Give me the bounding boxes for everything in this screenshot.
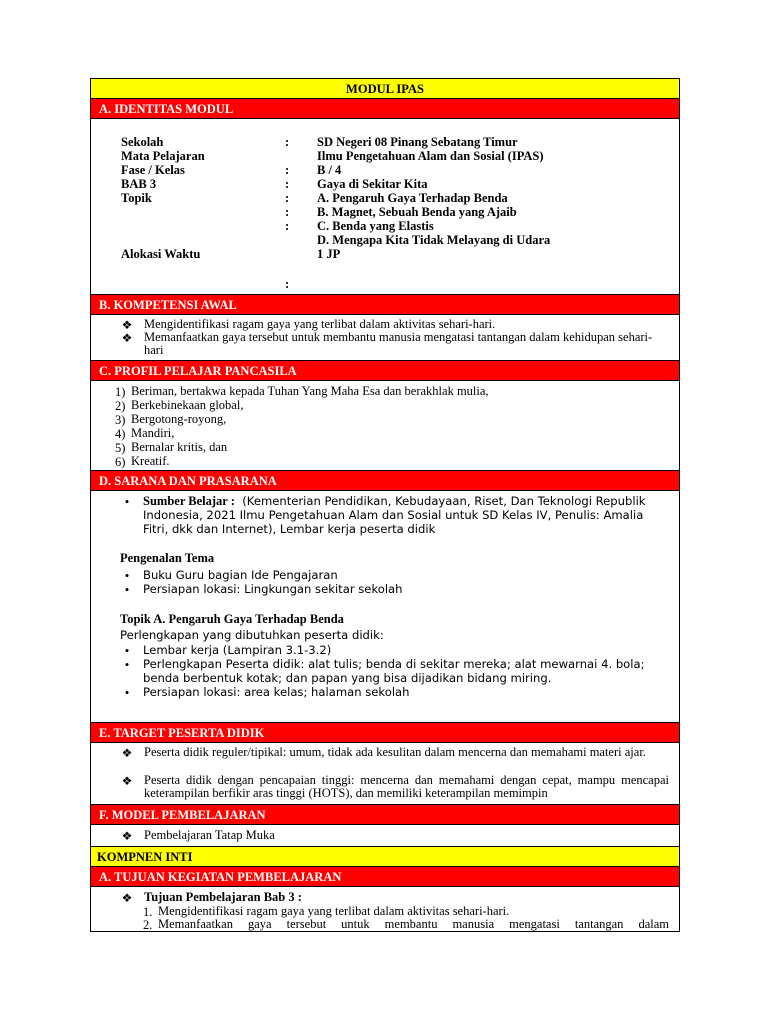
topik-title: Topik A. Pengaruh Gaya Terhadap Benda <box>120 612 344 626</box>
list-number: 5) <box>115 441 126 455</box>
identity-value: Ilmu Pengetahuan Alam dan Sosial (IPAS) <box>317 149 544 163</box>
profil-item: Kreatif. <box>131 454 170 468</box>
topik-intro: Perlengkapan yang dibutuhkan peserta didik: <box>120 628 384 642</box>
identity-value: D. Mengapa Kita Tidak Melayang di Udara <box>317 233 551 247</box>
section-c-header: C. PROFIL PELAJAR PANCASILA <box>91 361 679 381</box>
bullet-icon: • <box>124 643 130 658</box>
model-body <box>91 825 679 847</box>
list-number: 1. <box>143 905 153 919</box>
identity-key <box>121 261 285 277</box>
identity-row <box>121 163 550 177</box>
bullet-icon: • <box>124 568 130 583</box>
diamond-bullet-icon: ❖ <box>121 774 133 788</box>
bullet-icon: • <box>124 494 130 509</box>
model-item: Pembelajaran Tatap Muka <box>144 828 275 842</box>
diamond-bullet-icon: ❖ <box>121 331 133 345</box>
identity-key <box>121 219 285 233</box>
identity-key: Mata Pelajaran <box>121 149 205 163</box>
list-number: 6) <box>115 455 126 469</box>
diamond-bullet-icon: ❖ <box>121 746 133 760</box>
section-a-header: A. IDENTITAS MODUL <box>91 99 679 119</box>
identity-value: Gaya di Sekitar Kita <box>317 177 428 191</box>
identity-colon <box>285 261 317 277</box>
tujuan-item: Memanfaatkan gaya tersebut untuk membantu manusia mengatasi tantangan dalam <box>158 917 669 931</box>
identity-key: Fase / Kelas <box>121 163 185 177</box>
list-number: 3) <box>115 413 126 427</box>
identity-row <box>121 149 550 163</box>
identity-colon <box>285 233 317 247</box>
identity-value: SD Negeri 08 Pinang Sebatang Timur <box>317 135 518 149</box>
tema-title: Pengenalan Tema <box>120 551 215 565</box>
bullet-icon: • <box>124 685 130 700</box>
profil-item: Bernalar kritis, dan <box>131 440 228 454</box>
identity-value: B. Magnet, Sebuah Benda yang Ajaib <box>317 205 517 219</box>
identity-colon: : <box>285 205 290 219</box>
identity-key <box>121 205 285 219</box>
identity-value: B / 4 <box>317 163 342 177</box>
kompetensi-item: Mengidentifikasi ragam gaya yang terlibat dalam aktivitas sehari-hari. <box>144 317 496 331</box>
target-item: Peserta didik reguler/tipikal: umum, tidak ada kesulitan dalam mencerna dan memahami materi ajar. <box>144 745 646 759</box>
identity-row <box>121 277 550 291</box>
identity-row <box>121 177 550 191</box>
identity-table <box>121 135 550 291</box>
section-f-header: F. MODEL PEMBELAJARAN <box>91 805 679 825</box>
identity-row <box>121 205 550 219</box>
identity-key <box>121 233 285 247</box>
tema-item: Buku Guru bagian Ide Pengajaran <box>143 568 338 582</box>
topik-item: Lembar kerja (Lampiran 3.1-3.2) <box>143 643 332 657</box>
identity-colon: : <box>285 177 290 191</box>
identity-row <box>121 247 550 261</box>
identity-row <box>121 233 550 247</box>
profil-item: Berkebinekaan global, <box>131 398 244 412</box>
identity-value: A. Pengaruh Gaya Terhadap Benda <box>317 191 508 205</box>
komponen-inti-header: KOMPNEN INTI <box>91 847 679 867</box>
list-number: 2) <box>115 399 126 413</box>
section-d-header: D. SARANA DAN PRASARANA <box>91 471 679 491</box>
identity-key: BAB 3 <box>121 177 157 191</box>
tujuan-header: A. TUJUAN KEGIATAN PEMBELAJARAN <box>91 867 679 887</box>
target-item: Peserta didik dengan pencapaian tinggi: mencerna dan memahami dengan cepat, mampu mencapai keterampilan berfikir aras tinggi (HOTS), dan memiliki keterampilan memimpin <box>144 773 669 800</box>
diamond-bullet-icon: ❖ <box>121 318 133 332</box>
identity-key: Alokasi Waktu <box>121 247 201 261</box>
sumber-text: (Kementerian Pendidikan, Kebudayaan, Riset, Dan Teknologi Republik Indonesia, 2021 Ilmu Pengetahuan Alam dan Sosial untuk SD Kelas IV, Penulis: Amalia Fitri, dkk dan Internet), Lembar kerja peserta didik <box>143 494 646 536</box>
kompetensi-body <box>91 315 679 361</box>
list-number: 4) <box>115 427 126 441</box>
target-body <box>91 743 679 805</box>
profil-item: Beriman, bertakwa kepada Tuhan Yang Maha Esa dan berakhlak mulia, <box>131 384 489 398</box>
module-document <box>90 78 680 932</box>
identity-colon: : <box>285 135 290 149</box>
tujuan-title: Tujuan Pembelajaran Bab 3 : <box>144 890 302 904</box>
diamond-bullet-icon: ❖ <box>121 829 133 843</box>
sarana-body <box>91 491 679 723</box>
identity-key <box>121 277 285 291</box>
identity-row <box>121 135 550 149</box>
identity-colon: : <box>285 191 290 205</box>
identity-key: Sekolah <box>121 135 164 149</box>
identity-row <box>121 219 550 233</box>
topik-item: Persiapan lokasi: area kelas; halaman sekolah <box>143 685 410 699</box>
tujuan-item: Mengidentifikasi ragam gaya yang terlibat dalam aktivitas sehari-hari. <box>158 904 510 918</box>
identity-key: Topik <box>121 191 152 205</box>
identity-value: C. Benda yang Elastis <box>317 219 434 233</box>
identity-row <box>121 191 550 205</box>
list-number: 2. <box>143 918 153 932</box>
tujuan-body <box>91 887 679 932</box>
profil-item: Mandiri, <box>131 426 175 440</box>
identity-row <box>121 261 550 277</box>
sumber-belajar <box>143 494 653 536</box>
section-e-header: E. TARGET PESERTA DIDIK <box>91 723 679 743</box>
sumber-label: Sumber Belajar : <box>143 494 235 508</box>
bullet-icon: • <box>124 582 130 597</box>
bullet-icon: • <box>124 657 130 672</box>
identity-colon: : <box>285 277 290 291</box>
identity-colon: : <box>285 163 290 177</box>
identity-colon <box>285 247 317 261</box>
profil-item: Bergotong-royong, <box>131 412 227 426</box>
section-b-header: B. KOMPETENSI AWAL <box>91 295 679 315</box>
diamond-bullet-icon: ❖ <box>121 891 133 905</box>
identity-colon: : <box>285 219 290 233</box>
topik-item: Perlengkapan Peserta didik: alat tulis; benda di sekitar mereka; alat mewarnai 4. bola; benda berbentuk kotak; dan papan yang bisa dijadikan bidang miring. <box>143 657 645 685</box>
identity-body <box>91 119 679 295</box>
identity-value: 1 JP <box>317 247 341 261</box>
list-number: 1) <box>115 385 126 399</box>
document-title: MODUL IPAS <box>91 79 679 99</box>
kompetensi-item: Memanfaatkan gaya tersebut untuk membantu manusia mengatasi tantangan dalam kehidupan sehari-hari <box>144 330 653 357</box>
tema-item: Persiapan lokasi: Lingkungan sekitar sekolah <box>143 582 403 596</box>
profil-body <box>91 381 679 471</box>
identity-colon <box>285 149 317 163</box>
